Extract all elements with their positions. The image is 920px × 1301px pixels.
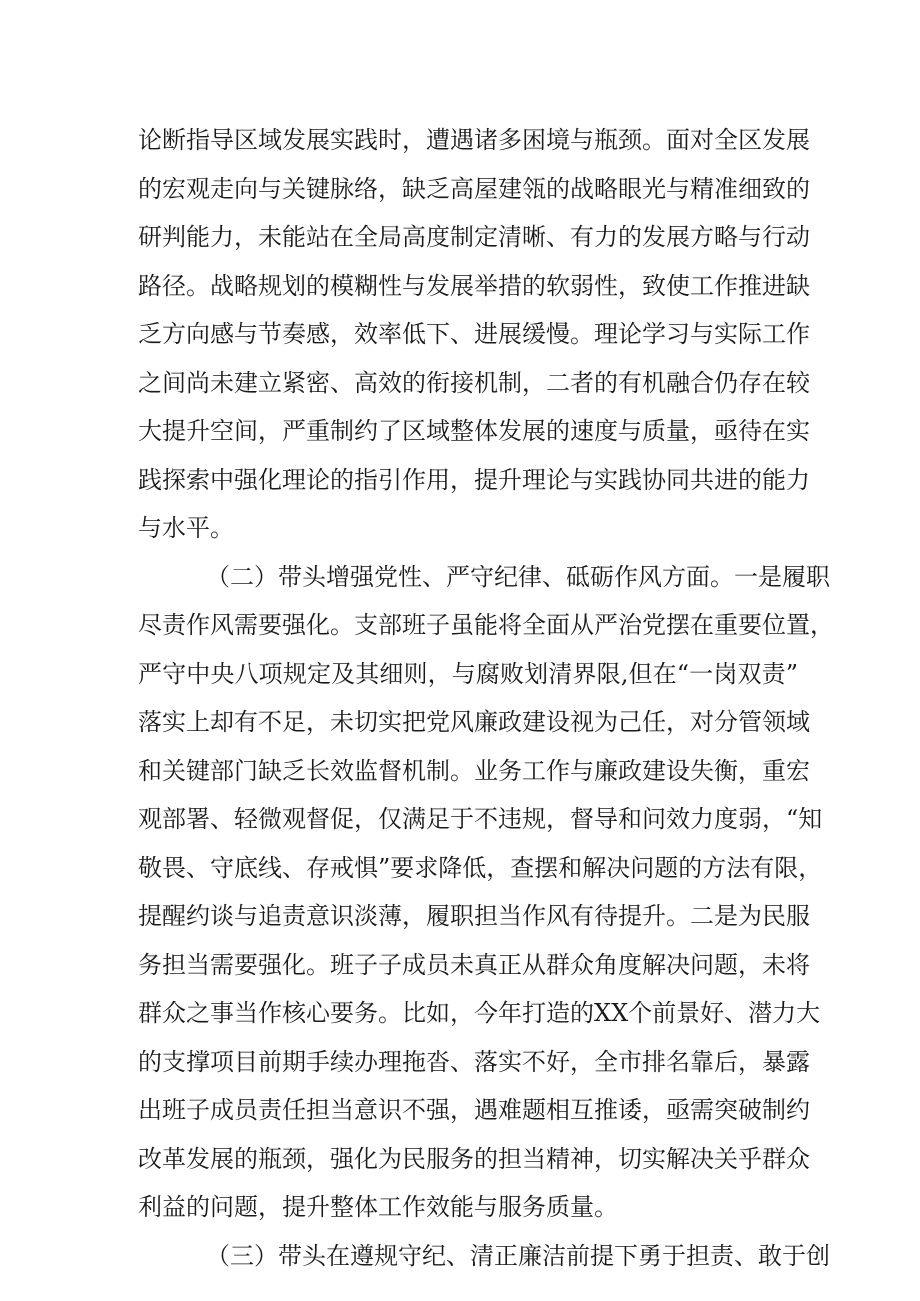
- text-line: 论断指导区域发展实践时，遭遇诸多困境与瓶颈。面对全区发展: [138, 126, 810, 154]
- text-line: 提醒约谈与追责意识淡薄，履职担当作风有待提升。二是为民服: [138, 902, 810, 930]
- text-line: 路径。战略规划的模糊性与发展举措的软弱性，致使工作推进缺: [138, 271, 810, 300]
- text-line: 群众之事当作核心要务。比如，今年打造的XX个前景好、潜力大: [138, 999, 821, 1027]
- text-line: 乏方向感与节奏感，效率低下、进展缓慢。理论学习与实际工作: [138, 320, 810, 348]
- text-line: 和关键部门缺乏长效监督机制。业务工作与廉政建设失衡，重宏: [138, 756, 810, 785]
- text-line: 观部署、轻微观督促，仅满足于不违规，督导和问效力度弱，“知: [138, 805, 823, 833]
- text-line: 的宏观走向与关键脉络，缺乏高屋建瓴的战略眼光与精准细致的: [138, 174, 810, 203]
- text-line: 践探索中强化理论的指引作用，提升理论与实践协同共进的能力: [138, 465, 810, 494]
- text-line: 大提升空间，严重制约了区域整体发展的速度与质量，亟待在实: [138, 417, 810, 445]
- text-line: 利益的问题，提升整体工作效能与服务质量。: [138, 1193, 618, 1221]
- text-line: 敬畏、守底线、存戒惧”要求降低，查摆和解决问题的方法有限，: [138, 853, 823, 882]
- text-line: 研判能力，未能站在全局高度制定清晰、有力的发展方略与行动: [138, 223, 810, 251]
- paragraph-heading-line: （二）带头增强党性、严守纪律、砥砺作风方面。一是履职: [206, 562, 830, 591]
- text-line: 与水平。: [138, 514, 234, 542]
- text-line: 严守中央八项规定及其细则，与腐败划清界限,但在“一岗双责”: [138, 659, 798, 688]
- text-line: 改革发展的瓶颈，强化为民服务的担当精神，切实解决关乎群众: [138, 1144, 810, 1173]
- text-line: 之间尚未建立紧密、高效的衔接机制，二者的有机融合仍存在较: [138, 368, 810, 397]
- text-line: 的支撑项目前期手续办理拖沓、落实不好，全市排名靠后，暴露: [138, 1047, 810, 1076]
- text-line: 出班子成员责任担当意识不强，遇难题相互推诿，亟需突破制约: [138, 1096, 810, 1124]
- text-line: 尽责作风需要强化。支部班子虽能将全面从严治党摆在重要位置，: [138, 611, 834, 639]
- text-line: 务担当需要强化。班子子成员未真正从群众角度解决问题，未将: [138, 950, 810, 979]
- text-line: 落实上却有不足，未切实把党风廉政建设视为己任，对分管领域: [138, 708, 810, 736]
- paragraph-heading-line: （三）带头在遵规守纪、清正廉洁前提下勇于担责、敢于创: [206, 1241, 830, 1270]
- document-body: [138, 116, 834, 1280]
